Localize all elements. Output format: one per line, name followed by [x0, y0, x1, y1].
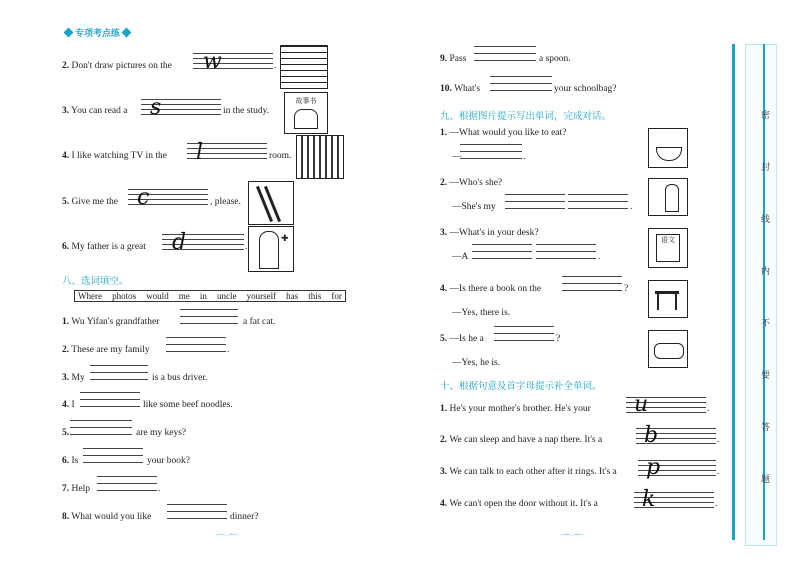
doctor-icon [259, 231, 279, 269]
answer-lines[interactable] [460, 144, 522, 165]
bowl-icon [656, 147, 682, 161]
complete-1: 1. He's your mother's brother. He's your [440, 404, 591, 414]
question-after: room. [269, 151, 292, 161]
answer-lines[interactable] [167, 504, 227, 525]
storybook-label: 故事书 [295, 97, 317, 105]
fill-after: . [158, 484, 161, 494]
fill-after: a spoon. [539, 54, 571, 64]
person-icon [665, 184, 679, 212]
dialog-after: . [598, 252, 601, 262]
living-room-image [296, 135, 344, 179]
cross-icon: ✚ [281, 233, 289, 243]
word: Where [78, 291, 102, 301]
dialog-answer: —Yes, he is. [452, 358, 501, 368]
word-bank [74, 290, 346, 302]
fill-8: 8. What would you like [62, 512, 152, 522]
question-6: 6. My father is a great [62, 242, 146, 252]
fill-7: 7. Help [62, 484, 90, 494]
answer-lines[interactable] [490, 76, 552, 97]
book-label: 语文 [656, 234, 680, 262]
fill-5: 5. [62, 428, 70, 438]
page-ornament: ⌒⌒ [560, 533, 585, 547]
word: me [178, 291, 190, 301]
fill-after: . [227, 345, 230, 355]
dialog-after: . [523, 152, 526, 162]
dialog-1: 1. —What would you like to eat? [440, 128, 567, 138]
seal-char: 封 [761, 163, 771, 173]
dialog-after: . [630, 202, 633, 212]
fill-4: 4. I [62, 400, 75, 410]
question-2: 2. Don't draw pictures on the [62, 61, 172, 71]
word: photos [112, 291, 137, 301]
noodles-image [648, 128, 688, 168]
fill-after: a fat cat. [243, 317, 276, 327]
question-after: , please. [210, 197, 241, 207]
hint-letter: s [150, 95, 162, 120]
hint-letter: w [203, 49, 222, 74]
seal-char: 题 [761, 475, 771, 485]
fill-1: 1. Wu Yifan's grandfather [62, 317, 160, 327]
hint-letter: d [172, 230, 187, 255]
brick-wall-image [280, 45, 328, 89]
word: yourself [246, 291, 277, 301]
complete-4: 4. We can't open the door without it. It's a [440, 499, 598, 509]
word: for [331, 291, 342, 301]
hint-letter: p [646, 455, 661, 480]
question-4: 4. I like watching TV in the [62, 151, 167, 161]
car-icon [654, 343, 684, 359]
dialog-3: 3. —What's in your desk? [440, 228, 539, 238]
dialog-answer: — [452, 152, 462, 162]
section-9-title: 九、根据图片提示写出单词，完成对话。 [440, 111, 612, 122]
question-after: in the study. [223, 106, 270, 116]
fill-after: is a bus driver. [152, 373, 208, 383]
dialog-answer: —A [452, 252, 469, 262]
answer-lines[interactable] [83, 448, 143, 469]
word: has [286, 291, 299, 301]
dialog-answer: —Yes, there is. [452, 308, 511, 318]
question-after: . [245, 242, 248, 252]
dialog-after: ? [556, 334, 561, 344]
seal-char: 答 [761, 423, 771, 433]
dialog-answer: —She's my [452, 202, 496, 212]
hint-letter: c [137, 185, 150, 210]
hint-letter: l [196, 140, 204, 165]
seal-char: 线 [761, 215, 771, 225]
word: uncle [216, 291, 237, 301]
section-8-title: 八、选词填空。 [62, 276, 129, 287]
header-title: 专项考点练 [75, 29, 121, 39]
answer-lines[interactable] [70, 420, 132, 441]
page-ornament: ⌒⌒ [215, 533, 240, 547]
fill-9: 9. Pass [440, 54, 467, 64]
question-3: 3. You can read a [62, 106, 128, 116]
table-image [648, 280, 688, 318]
chinese-book-image [648, 228, 688, 268]
answer-lines[interactable] [180, 309, 238, 330]
fill-6: 6. Is [62, 456, 79, 466]
answer-lines[interactable] [166, 337, 226, 358]
diamond-icon [122, 28, 132, 38]
seal-char: 密 [761, 111, 771, 121]
word: this [308, 291, 322, 301]
seal-char: 要 [761, 371, 771, 381]
fill-2: 2. These are my family [62, 345, 150, 355]
answer-lines[interactable] [90, 365, 148, 386]
seal-char: 内 [761, 267, 771, 277]
hint-letter: k [642, 487, 656, 512]
answer-lines[interactable] [562, 276, 622, 297]
word: would [146, 291, 169, 301]
answer-lines[interactable] [97, 476, 157, 497]
dialog-2: 2. —Who's she? [440, 178, 503, 188]
section-header [62, 26, 133, 39]
question-after: . [274, 61, 277, 71]
fill-after: are my keys? [136, 428, 187, 438]
answer-lines[interactable] [568, 194, 628, 215]
answer-lines[interactable] [472, 244, 532, 265]
dialog-after: ? [624, 284, 629, 294]
doctor-image [248, 226, 294, 272]
seal-line [732, 44, 735, 540]
answer-lines[interactable] [505, 194, 565, 215]
dialog-4: 4. —Is there a book on the [440, 284, 542, 294]
section-10-title: 十、根据句意及首字母提示补全单词。 [440, 381, 602, 392]
answer-lines[interactable] [494, 326, 554, 347]
seal-char: 不 [761, 319, 771, 329]
hint-letter: b [644, 423, 659, 448]
answer-lines[interactable] [80, 392, 140, 413]
teacher-image [648, 178, 688, 216]
fill-10: 10. What's [440, 84, 481, 94]
question-5: 5. Give me the [62, 197, 118, 207]
diamond-icon [64, 28, 74, 38]
driver-image [648, 330, 688, 368]
person-icon [294, 109, 318, 129]
complete-3: 3. We can talk to each other after it rings. It's a [440, 467, 617, 477]
fill-after: your schoolbag? [554, 84, 617, 94]
storybook-image [284, 92, 328, 134]
fill-after: your book? [147, 456, 191, 466]
fill-3: 3. My [62, 373, 85, 383]
answer-lines[interactable] [474, 46, 536, 67]
hint-letter: u [634, 392, 649, 417]
dialog-5: 5. —Is he a [440, 334, 484, 344]
chopstick-icon [264, 186, 281, 222]
complete-after: . [717, 467, 720, 477]
fill-after: like some beef noodles. [143, 400, 233, 410]
complete-after: . [715, 499, 718, 509]
chopsticks-image [248, 181, 294, 225]
fill-after: dinner? [230, 512, 259, 522]
word: in [199, 291, 207, 301]
complete-after: . [717, 435, 720, 445]
answer-lines[interactable] [536, 244, 596, 265]
complete-after: . [707, 404, 710, 414]
complete-2: 2. We can sleep and have a nap there. It's a [440, 435, 603, 445]
